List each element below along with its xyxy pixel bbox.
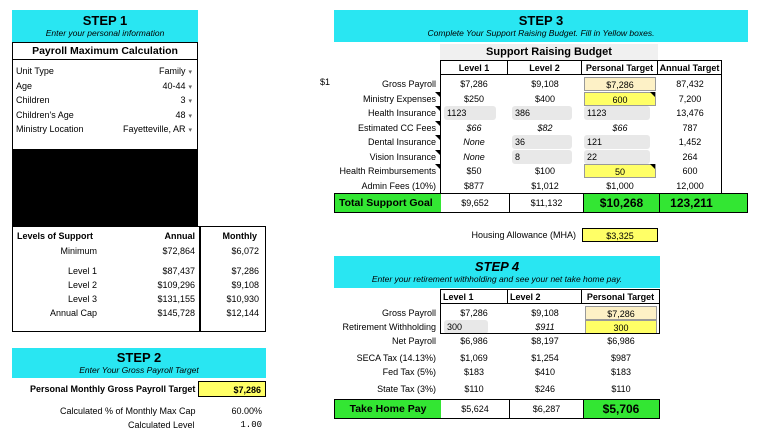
- level-label: Minimum: [60, 246, 97, 256]
- budget-at: 12,000: [676, 180, 704, 191]
- total-l1: $9,652: [441, 194, 509, 212]
- step4-title: STEP 4: [474, 259, 520, 274]
- budget-pt: [582, 106, 658, 120]
- s4-col-level1: Level 1: [440, 289, 508, 304]
- budget-l1-value: $50: [466, 166, 482, 176]
- comment-indicator-icon: [650, 164, 655, 169]
- col-level2: Level 2: [508, 60, 582, 75]
- levels-header-row: [13, 229, 267, 243]
- budget-row: [334, 92, 748, 106]
- col-personal: Personal Target: [582, 60, 658, 75]
- comment-indicator-icon: [435, 164, 440, 169]
- budget-at: 264: [682, 151, 698, 162]
- step3-header: [334, 10, 748, 42]
- pct-label: Calculated % of Monthly Max Cap: [60, 406, 196, 416]
- budget-row: [334, 164, 748, 178]
- budget-row-label: [334, 77, 440, 91]
- field-dropdown[interactable]: [108, 79, 196, 93]
- pct-value: 60.00%: [231, 406, 262, 416]
- budget-row-label: [334, 121, 440, 135]
- level-row: [13, 264, 267, 278]
- budget-at: 7,200: [678, 93, 702, 104]
- chevron-down-icon: ▾: [188, 112, 192, 120]
- field-dropdown[interactable]: [108, 64, 196, 78]
- level-row: [13, 244, 267, 258]
- budget-row: [334, 179, 748, 193]
- s4-pt-value: $7,286: [585, 306, 657, 320]
- budget-pt-value: 121: [584, 135, 650, 149]
- field-row: [13, 108, 196, 122]
- s4-col-personal: Personal Target: [582, 289, 660, 304]
- budget-l1: [440, 135, 508, 149]
- s4-pt: [582, 351, 660, 365]
- s4-l2: $8,197: [531, 336, 559, 346]
- field-row: [13, 93, 196, 107]
- budget-l2-value: $82: [537, 122, 553, 133]
- level-annual: $145,728: [157, 308, 195, 318]
- budget-l2-value: $9,108: [531, 79, 559, 89]
- level-row: [13, 306, 267, 320]
- budget-row-label-text: Vision Insurance: [369, 151, 436, 162]
- budget-pt-input[interactable]: 50: [584, 164, 656, 178]
- chevron-down-icon: ▾: [188, 83, 192, 91]
- field-value: Fayetteville, AR: [122, 124, 186, 134]
- s4-pt: [582, 334, 660, 348]
- budget-row: [334, 135, 748, 149]
- budget-pt-value: 22: [584, 150, 650, 164]
- s4-l2: $1,254: [531, 353, 559, 363]
- pct-row: [12, 404, 266, 418]
- calc-level-value: 1.00: [240, 420, 262, 430]
- budget-l2-value: $100: [534, 166, 556, 176]
- field-label: Age: [16, 80, 33, 91]
- budget-at: 600: [682, 166, 698, 176]
- field-label: Children: [16, 95, 50, 105]
- s4-col-level2: Level 2: [508, 289, 582, 304]
- s4-pt: [582, 365, 660, 379]
- comment-indicator-icon: [435, 106, 440, 111]
- black-panel: [12, 150, 198, 226]
- s4-l1-value: $6,986: [460, 336, 488, 346]
- budget-at: 787: [682, 122, 698, 133]
- budget-row-label: [334, 92, 440, 106]
- field-row: [13, 64, 196, 78]
- budget-pt: [582, 121, 658, 135]
- budget-l1-value: $877: [463, 180, 485, 191]
- takehome-pt: $5,706: [583, 400, 658, 418]
- budget-row-label: [334, 150, 440, 164]
- col-annual: Annual Target: [658, 60, 722, 75]
- step1-header: [12, 10, 198, 42]
- total-label: Total Support Goal: [339, 197, 433, 209]
- takehome-row-item: [334, 306, 660, 320]
- budget-l2: [508, 77, 582, 91]
- step4-header: [334, 256, 660, 288]
- s4-l1-value: $110: [464, 384, 484, 394]
- s4-l1-value: $183: [463, 367, 485, 377]
- budget-row-label-text: Ministry Expenses: [362, 93, 436, 104]
- housing-input[interactable]: $3,325: [582, 228, 658, 242]
- total-support-row: [334, 193, 748, 213]
- step4-subtitle: Enter your retirement withholding and see your net take home pay.: [371, 274, 623, 284]
- budget-pt-value: $1,000: [606, 180, 634, 191]
- budget-row: [334, 77, 748, 91]
- s4-label: Retirement Withholding: [342, 322, 436, 332]
- s4-l1: [440, 351, 508, 365]
- s4-l1: [440, 320, 508, 334]
- budget-row-label-text: Health Insurance: [367, 108, 436, 118]
- budget-pt[interactable]: [582, 164, 658, 178]
- budget-l2: [508, 150, 582, 164]
- s4-l2: $9,108: [531, 308, 559, 318]
- takehome-row-item: [334, 351, 660, 365]
- takehome-row-item: [334, 382, 660, 396]
- budget-l2-value: $1,012: [531, 180, 559, 191]
- field-value: 3: [180, 95, 186, 105]
- s4-l2: $246: [534, 384, 556, 394]
- step4-header-row: [440, 289, 660, 304]
- gross-target-input[interactable]: $7,286: [198, 381, 266, 397]
- level-row: [13, 278, 267, 292]
- takehome-row-item: [334, 320, 660, 334]
- takehome-row-item: [334, 365, 660, 379]
- step2-subtitle: Enter Your Gross Payroll Target: [79, 365, 199, 375]
- s4-l1-input[interactable]: 300: [444, 320, 488, 334]
- gross-target-row: [12, 381, 266, 397]
- s4-l1: [440, 365, 508, 379]
- s4-pt-input[interactable]: 300: [585, 320, 657, 334]
- s4-l2: $911: [535, 322, 555, 332]
- comment-indicator-icon: [435, 121, 440, 126]
- budget-pt[interactable]: [582, 92, 658, 106]
- s4-label: Net Payroll: [391, 336, 436, 346]
- total-pt: $10,268: [583, 194, 659, 212]
- s4-pt-value: $6,986: [607, 336, 635, 346]
- level-monthly: $12,144: [226, 308, 259, 318]
- step1-title: STEP 1: [82, 13, 128, 28]
- takehome-l1: $5,624: [441, 400, 509, 418]
- comment-indicator-icon: [435, 92, 440, 97]
- s4-l2: $410: [534, 367, 556, 377]
- budget-title: Support Raising Budget: [440, 44, 658, 60]
- budget-row-label: [334, 135, 440, 149]
- budget-row-label: [334, 106, 440, 120]
- s4-l1: [440, 382, 508, 396]
- budget-pt-value: 1123: [584, 106, 650, 120]
- budget-pt: [582, 135, 658, 149]
- s4-pt-value: $183: [610, 367, 632, 377]
- budget-at: 87,432: [676, 79, 704, 89]
- budget-at: 13,476: [676, 108, 704, 118]
- s4-pt[interactable]: [582, 306, 660, 320]
- field-dropdown[interactable]: [108, 122, 196, 136]
- field-label: Ministry Location: [16, 124, 84, 134]
- field-value: Family: [158, 66, 186, 76]
- budget-row-label-text: Dental Insurance: [367, 137, 436, 147]
- side-marker: $1: [320, 77, 331, 87]
- budget-row-label: [334, 164, 440, 178]
- level-annual: $72,864: [162, 246, 195, 256]
- s4-pt-value: $987: [610, 353, 632, 363]
- payroll-max-calc: [12, 42, 198, 150]
- chevron-down-icon: ▾: [188, 69, 192, 76]
- budget-l1-value: $250: [463, 93, 485, 104]
- s4-l1-value: $7,286: [460, 308, 488, 318]
- budget-l1-value: None: [463, 137, 485, 147]
- calc-level-label: Calculated Level: [128, 420, 195, 430]
- budget-at: 1,452: [678, 137, 702, 147]
- step2-header: [12, 348, 266, 378]
- level-row: [13, 292, 267, 306]
- budget-l2: [508, 92, 582, 106]
- comment-indicator-icon: [435, 150, 440, 155]
- takehome-row-item: [334, 334, 660, 348]
- budget-pt-value: $66: [612, 122, 628, 133]
- takehome-l2: $6,287: [509, 400, 583, 418]
- budget-l1-value: $66: [466, 122, 482, 133]
- total-at: 123,211: [659, 194, 723, 212]
- budget-l2: [508, 164, 582, 178]
- field-value: 40-44: [162, 80, 186, 91]
- field-value: 48: [175, 109, 186, 120]
- level-monthly: $7,286: [231, 266, 259, 276]
- col-level1: Level 1: [440, 60, 508, 75]
- budget-l1-value: $7,286: [460, 79, 488, 89]
- s4-pt[interactable]: [582, 320, 660, 334]
- budget-pt-value: $7,286: [584, 77, 656, 91]
- budget-row-label-text: Estimated CC Fees: [357, 122, 436, 133]
- budget-l2-value: 386: [512, 106, 572, 120]
- budget-l1: [440, 106, 508, 120]
- budget-l2: [508, 106, 582, 120]
- calc-title: Payroll Maximum Calculation: [13, 43, 197, 60]
- field-row: [13, 122, 196, 136]
- field-dropdown[interactable]: [108, 93, 196, 107]
- step3-subtitle: Complete Your Support Raising Budget. Fill in Yellow boxes.: [427, 28, 655, 38]
- budget-row-label: [334, 179, 440, 193]
- level-annual: $87,437: [162, 266, 195, 276]
- comment-indicator-icon: [435, 135, 440, 140]
- gross-target-label: Personal Monthly Gross Payroll Target: [30, 384, 196, 394]
- step1-subtitle: Enter your personal information: [45, 28, 165, 38]
- budget-row: [334, 106, 748, 120]
- s4-label: Gross Payroll: [381, 308, 436, 318]
- level-monthly: $9,108: [231, 280, 259, 290]
- step2-title: STEP 2: [116, 350, 162, 365]
- budget-row: [334, 121, 748, 135]
- level-annual: $131,155: [157, 294, 195, 304]
- budget-row-label-text: Health Reimbursements: [339, 166, 436, 176]
- housing-label: Housing Allowance (MHA): [471, 230, 576, 240]
- field-label: Children's Age: [16, 109, 74, 120]
- budget-pt: [582, 77, 658, 91]
- level-label: Annual Cap: [49, 308, 97, 318]
- budget-l2-value: 36: [512, 135, 572, 149]
- budget-l1: [440, 121, 508, 135]
- budget-pt: [582, 150, 658, 164]
- budget-l2: [508, 179, 582, 193]
- budget-row-label-text: Admin Fees (10%): [361, 180, 436, 191]
- level-annual: $109,296: [157, 280, 195, 290]
- level-monthly: $10,930: [226, 294, 259, 304]
- budget-l2: [508, 135, 582, 149]
- budget-row-label-text: Gross Payroll: [381, 79, 436, 89]
- levels-header-monthly: Monthly: [222, 231, 257, 241]
- s4-l1: [440, 306, 508, 320]
- housing-row: [440, 228, 658, 242]
- levels-header-label: Levels of Support: [17, 231, 94, 241]
- calc-level-row: [12, 418, 266, 432]
- takehome-row: [334, 399, 660, 419]
- total-l2: $11,132: [509, 194, 583, 212]
- level-label: Level 1: [67, 266, 97, 276]
- levels-header-annual: Annual: [164, 231, 195, 241]
- s4-pt: [582, 382, 660, 396]
- budget-row: [334, 150, 748, 164]
- s4-l1-value: $1,069: [460, 353, 488, 363]
- level-label: Level 2: [67, 280, 97, 290]
- budget-l1: [440, 164, 508, 178]
- s4-label: Fed Tax (5%): [382, 367, 436, 377]
- budget-l1: [440, 92, 508, 106]
- level-label: Level 3: [67, 294, 97, 304]
- level-monthly: $6,072: [231, 246, 259, 256]
- step3-title: STEP 3: [518, 13, 564, 28]
- levels-table: [12, 226, 266, 332]
- budget-l1-value: 1123: [444, 106, 496, 120]
- budget-l1: [440, 179, 508, 193]
- budget-l1: [440, 77, 508, 91]
- chevron-down-icon: ▾: [188, 127, 192, 134]
- field-row: [13, 79, 196, 93]
- budget-l2-value: $400: [534, 93, 556, 104]
- budget-header-row: [440, 60, 722, 75]
- field-label: Unit Type: [16, 66, 54, 76]
- budget-l2-value: 8: [512, 150, 572, 164]
- takehome-label: Take Home Pay: [349, 403, 427, 415]
- field-dropdown[interactable]: [108, 108, 196, 122]
- chevron-down-icon: ▾: [188, 98, 192, 105]
- s4-pt-value: $110: [611, 384, 631, 394]
- budget-l1-value: None: [463, 151, 485, 162]
- s4-label: State Tax (3%): [377, 384, 436, 394]
- budget-l1: [440, 150, 508, 164]
- s4-label: SECA Tax (14.13%): [356, 353, 436, 363]
- budget-l2: [508, 121, 582, 135]
- budget-pt-input[interactable]: 600: [584, 92, 656, 106]
- budget-pt: [582, 179, 658, 193]
- comment-indicator-icon: [650, 92, 655, 97]
- s4-l1: [440, 334, 508, 348]
